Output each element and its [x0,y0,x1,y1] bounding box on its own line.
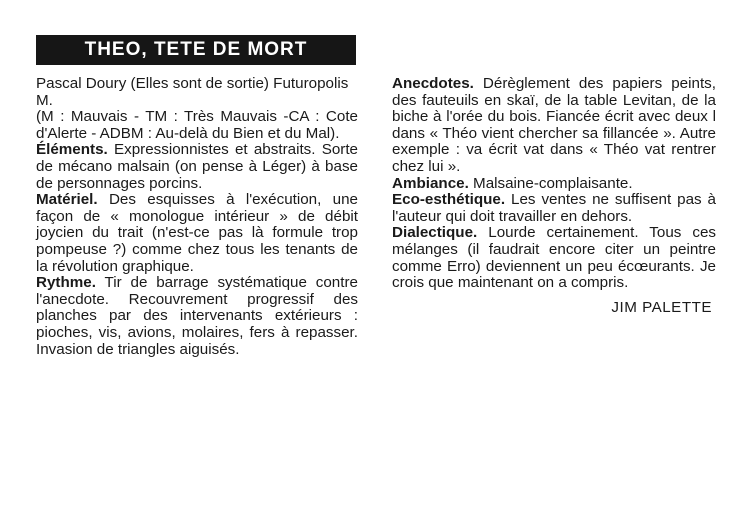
ambiance-label: Ambiance. [392,174,469,192]
elements-paragraph [36,142,358,192]
ambiance-text: Malsaine-complaisante. [473,174,633,192]
elements-text: Expressionnistes et abstraits. Sorte de mécano malsain (on pense à Léger) à base de personnages porcins. [36,141,358,192]
ambiance-paragraph [392,176,716,193]
eco-text: Les ventes ne suffisent pas à l'auteur qui doit travailler en dehors. [392,191,716,225]
dialectique-paragraph [392,225,716,291]
article-title: THEO, TETE DE MORT [36,35,356,65]
materiel-text: Des esquisses à l'exécution, une façon de « monologue intérieur » de débit joycien du trait (n'est-ce pas là formule trop pompeuse ?) comme chez tous les tenants de la révolution graphique. [36,191,358,275]
rating-legend: (M : Mauvais - TM : Très Mauvais -CA : Cote d'Alerte - ADBM : Au-delà du Bien et du Mal). [36,108,358,142]
eco-label: Eco-esthétique. [392,191,506,209]
anecdotes-paragraph [392,76,716,176]
rating-line: M. [36,91,53,109]
intro-line: Pascal Doury (Elles sont de sortie) Futuropolis [36,75,349,92]
rythme-label: Rythme. [36,274,96,292]
elements-label: Éléments. [36,141,108,159]
right-column [392,76,716,316]
left-column [36,76,358,358]
author-signature: JIM PALETTE [611,298,712,316]
dialectique-label: Dialectique. [392,224,478,242]
rythme-paragraph [36,275,358,358]
anecdotes-label: Anecdotes. [392,75,474,92]
eco-paragraph [392,192,716,225]
materiel-label: Matériel. [36,191,98,209]
materiel-paragraph [36,192,358,275]
rythme-text: Tir de barrage systématique contre l'anecdote. Recouvrement progressif des planches par des intervenants extérieurs : pioches, vis, avions, molaires, fers à repasser. Invasion de triangles aiguisés. [36,274,358,358]
anecdotes-text: Dérèglement des papiers peints, des fauteuils en skaï, de la table Levitan, de la biche à l'orée du bois. Fiancée écrit avec deux l dans « Théo vient chercher sa fillancée ». Autre exemple : va écrit vat dans « Théo vat rentrer chez lui ». [392,75,716,175]
dialectique-text: Lourde certainement. Tous ces mélanges (il faudrait encore citer un peintre comme Erro) deviennent un peu écœurants. Je crois que maintenant on a compris. [392,224,716,292]
